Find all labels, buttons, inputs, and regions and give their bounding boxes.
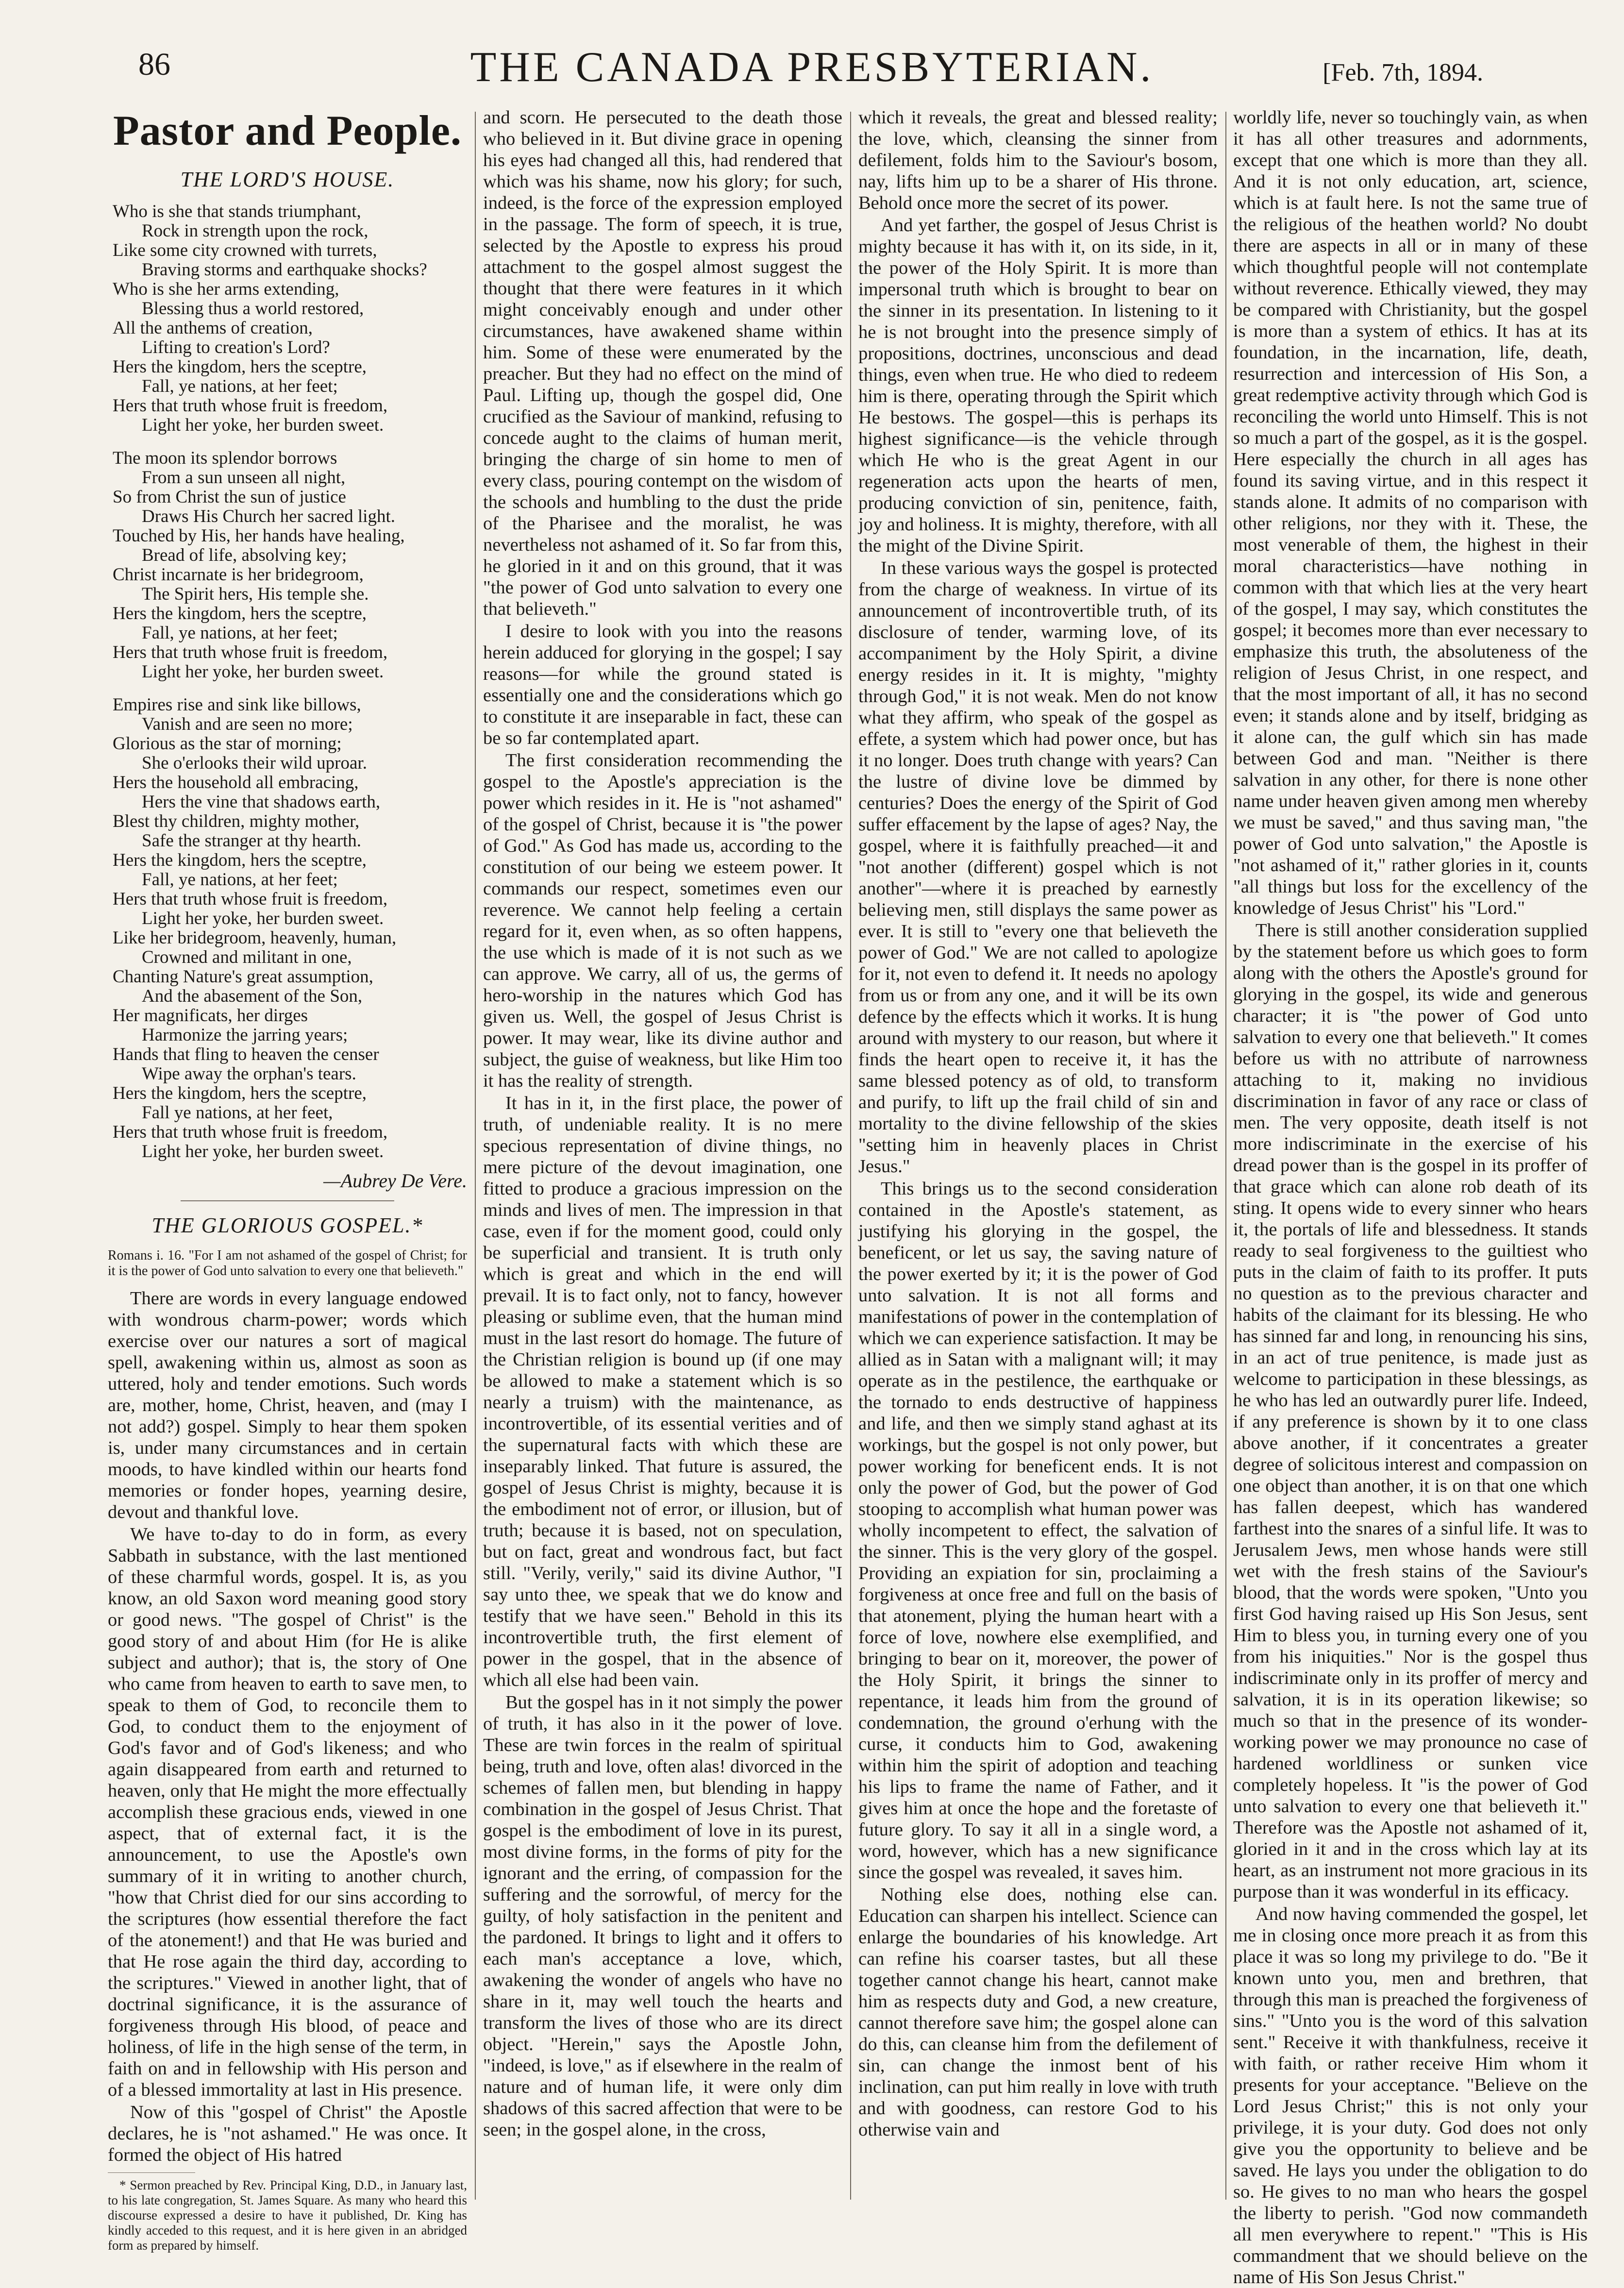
journal-title: THE CANADA PRESBYTERIAN. [470,44,1154,91]
column-divider [850,112,851,2200]
poem-line: Like her bridegroom, heavenly, human, [113,928,397,948]
poem-line: Bread of life, absolving key; [142,545,347,565]
poem-line: Hers that truth whose fruit is freedom, [113,396,388,416]
page-number: 86 [138,47,170,82]
poem-line: Blest thy children, mighty mother, [113,811,360,831]
poem-line: So from Christ the sun of justice [113,487,346,507]
poem-line: Lifting to creation's Lord? [142,337,330,357]
footnote: * Sermon preached by Rev. Principal King, D.D., in January last, to his late congregation, St. James Square. As many who heard this discourse expressed a desire to have it published, Dr. King has kindly acceded to this request, and it is here given in an abridged form as prepared by himself. [108,2178,467,2253]
poem-line: And the abasement of the Son, [142,986,363,1006]
article-paragraph: It has in it, in the first place, the power of truth, of undeniable reality. It is no mere specious representation of divine things, no mere picture of the devout imagination, one fitted to produce a gracious impression on the minds and lives of men. The impression in that case, even if for the moment good, could only be superficial and transient. It is truth only which is great and which in the end will prevail. It is to fact only, not to fancy, however pleasing or sublime even, that the human mind must in the last resort do homage. The future of the Christian religion is bound up (if one may be allowed to make a statement which is so nearly a truism) with the maintenance, as incontrovertible, of its essential verities and of the supernatural facts with which these are inseparably linked. That future is assured, the gospel of Jesus Christ is mighty, because it is the embodiment not of error, or illusion, but of truth; because it is based, not on speculation, but on fact, great and wondrous fact, but fact still. "Verily, verily," said its divine Author, "I say unto thee, we speak that we do know and testify that we have seen." Behold in this its incontrovertible truth, the first element of power in the gospel, that in the absence of which all else had been vain. [483,1093,842,1690]
article-paragraph: We have to-day to do in form, as every Sabbath in substance, with the last mentioned of these charmful words, gospel. It is, as you know, an old Saxon word meaning good story or good news. "The gospel of Christ" is the good story of and about Him (for He is alike subject and author); that is, the story of One who came from heaven to earth to save men, to speak to them of God, to reconcile them to God, to conduct them to the enjoyment of God's favor and of God's likeness; and who again disappeared from earth and returned to heaven, only that He might the more effectually accomplish these gracious ends, viewed in one aspect, that of external fact, it is the announcement, to use the Apostle's own summary of it in writing to another church, "how that Christ died for our sins according to the scriptures (how essential therefore the fact of the atonement!) and that He was buried and that He rose again the third day, according to the scriptures." Viewed in another light, that of doctrinal significance, it is the assurance of forgiveness through His blood, of peace and holiness, of life in the high sense of the term, in faith on and in fellowship with His person and of a blessed immortality at last in His presence. [108,1524,467,2100]
poem-line: Glorious as the star of morning; [113,734,342,754]
poem-line: Chanting Nature's great assumption, [113,967,373,987]
article-paragraph: worldly life, never so touchingly vain, as when it has all other treasures and adornments, except that one which is more than they all. And it is not only education, art, science, which is at fault here. Is not the same true of the religious of the heathen world? No doubt there are aspects in all or in many of these which thoughtful people will not contemplate without reverence. Ethically viewed, they may be compared with Christianity, but the gospel is more than a system of ethics. It has at its foundation, in the incarnation, life, death, resurrection and intercession of His Son, a great redemptive activity through which God is reconciling the world unto Himself. This is not so much a part of the gospel, as it is the gospel. Here especially the church in all ages has found its saving virtue, and in this respect it stands alone. It admits of no comparison with other religions, nor they with it. These, the most venerable of them, the highest in their moral characteristics—have nothing in common with that which lies at the very heart of the gospel, I may say, which constitutes the gospel; it becomes more than ever necessary to emphasize this truth, the absoluteness of the religion of Jesus Christ, in one respect, and that the most important of all, it has no second even; it stands alone and by itself, bridging as it alone can, the gulf which sin has made between God and man. "Neither is there salvation in any other, for there is none other name under heaven given among men whereby we must be saved," and thus saving man, "the power of God unto salvation," the Apostle is "not ashamed of it," rather glories in it, counts "all things but loss for the excellency of the knowledge of Jesus Christ" his "Lord." [1233,107,1588,918]
poem-title: THE LORD'S HOUSE. [180,168,395,191]
poem-line: Wipe away the orphan's tears. [142,1064,356,1084]
issue-date: [Feb. 7th, 1894. [1323,59,1483,86]
poem-line: Hers the kingdom, hers the sceptre, [113,357,367,377]
poem-line: The moon its splendor borrows [113,448,337,468]
article-paragraph: This brings us to the second consideration contained in the Apostle's statement, as justifying his glorying in the gospel, the beneficent, or let us say, the saving nature of the power exerted by it; it is the power of God unto salvation. It is not all forms and manifestations of power in the contemplation of which we can experience satisfaction. It may be allied as in Satan with a malignant will; it may operate as in the pestilence, the earthquake or the tornado to ends destructive of happiness and life, and then we simply stand aghast at its workings, but the gospel is not only power, but power working for beneficent ends. It is not only the power of God, but the power of God stooping to accomplish what human power was wholly incompetent to effect, the salvation of the sinner. This is the very glory of the gospel. Providing an expiation for sin, proclaiming a forgiveness at once free and full on the basis of that atonement, plying the human heart with a force of love, nowhere else exemplified, and bringing to bear on it, moreover, the power of the Holy Spirit, it brings the sinner to repentance, it leads him from the ground of condemnation, the ground o'erhung with the curse, it conducts him to God, awakening within him the spirit of adoption and teaching his lips to frame the name of Father, and it gives him at once the hope and the foretaste of future glory. To say it all in a single word, a word, however, which has a new significance since the gospel was revealed, it saves him. [858,1178,1218,1883]
poem-line: Draws His Church her sacred light. [142,506,395,526]
poem-line: Hers that truth whose fruit is freedom, [113,889,388,909]
poem-line: Blessing thus a world restored, [142,299,364,319]
article-title: THE GLORIOUS GOSPEL.* [151,1213,423,1237]
poem-line: Who is she her arms extending, [113,279,339,299]
poem-line: Hers the kingdom, hers the sceptre, [113,850,367,870]
poem-line: Hers that truth whose fruit is freedom, [113,1122,388,1142]
poem-line: Fall, ye nations, at her feet; [142,870,338,890]
column-2 [483,107,842,2195]
poem-stanza [113,695,467,1161]
poem-line: Like some city crowned with turrets, [113,240,377,260]
poem-author: —Aubrey De Vere. [323,1170,467,1192]
article-paragraph: I desire to look with you into the reasons herein adduced for glorying in the gospel; I say reasons—for while the ground stated is essentially one and the considerations which go to constitute it are inseparable in fact, these can be so far contemplated apart. [483,621,842,748]
poem-line: Touched by His, her hands have healing, [113,526,405,546]
poem [113,202,467,1161]
article-paragraph: and scorn. He persecuted to the death those who believed in it. But divine grace in opening his eyes had changed all this, had rendered that which was his shame, now his glory; for such, indeed, is the force of the expression employed in the passage. The form of speech, it is true, selected by the Apostle to express his proud attachment to the gospel almost suggest the thought that there were features in it which might conceivably enough and under other circumstances, have awakened shame within him. Some of these were enumerated by the preacher. But they had no effect on the mind of Paul. Lifting up, though the gospel did, One crucified as the Saviour of mankind, refusing to concede aught to the claims of human merit, bringing the charge of sin home to men of every class, pouring contempt on the wisdom of the schools and humbling to the dust the pride of the Pharisee and the moralist, he was nevertheless not ashamed of it. So far from this, he gloried in it and on this ground, that it was "the power of God unto salvation to every one that believeth." [483,107,842,619]
poem-line: Crowned and militant in one, [142,947,352,967]
article-paragraph: The first consideration recommending the gospel to the Apostle's appreciation is the power which resides in it. He is "not ashamed" of the gospel of Christ, because it is "the power of God." As God has made us, according to the constitution of our being we esteem power. It commands our respect, sometimes even our reverence. We cannot help feeling a certain regard for it, even when, as so often happens, the use which is made of it is not such as we can approve. We carry, all of us, the germs of hero-worship in the natures which God has given us. Well, the gospel of Jesus Christ is power. It may wear, like its divine author and subject, the guise of weakness, but like Him too it has the reality of strength. [483,750,842,1091]
poem-line: Christ incarnate is her bridegroom, [113,565,364,585]
poem-line: Hers the household all embracing, [113,773,359,792]
poem-line: Vanish and are seen no more; [142,714,353,734]
poem-line: From a sun unseen all night, [142,468,346,488]
poem-line: Fall, ye nations, at her feet; [142,376,338,396]
column-divider [475,112,476,2200]
poem-line: Light her yoke, her burden sweet. [142,908,384,928]
poem-line: The Spirit hers, His temple she. [142,584,369,604]
column-4 [1233,107,1588,2288]
article-paragraph: In these various ways the gospel is protected from the charge of weakness. In virtue of its announcement of incontrovertible truth, of its disclosure of tender, warming love, of its accompaniment by the Holy Spirit, a divine energy resides in it. It is mighty, "mighty through God," it is not weak. Men do not know what they affirm, who speak of the gospel as effete, a system which had power once, but has it no longer. Does truth change with years? Can the lustre of divine love be dimmed by centuries? Does the energy of the Spirit of God suffer effacement by the lapse of ages? Nay, the gospel, where it is faithfully preached—it and "not another (different) gospel which is not another"—where it is preached by earnestly believing men, still displays the same power as ever. It is still to "every one that believeth the power of God." We are not called to apologize for it, not even to defend it. It needs no apology from us or from any one, and it will be its own defence by the effects which it works. It is hung around with mystery to our reason, but where it finds the heart open to receive it, it has the same blessed potency as of old, to transform and purify, to lift up the frail child of sin and mortality to the divine fellowship of the skies "setting him in heavenly places in Christ Jesus." [858,558,1218,1177]
poem-stanza [113,449,467,682]
page-header [0,0,1624,112]
footnote-rule [108,2172,195,2173]
section-title: Pastor and People. [113,107,462,154]
poem-line: Light her yoke, her burden sweet. [142,662,384,682]
article-paragraph: But the gospel has in it not simply the power of truth, it has also in it the power of love. These are twin forces in the realm of spiritual being, truth and love, often alas! divorced in the schemes of fallen men, but blending in happy combination in the gospel of Jesus Christ. That gospel is the embodiment of love in its purest, most divine forms, in the forms of pity for the ignorant and the erring, of compassion for the suffering and the sorrowful, of mercy for the guilty, of holy satisfaction in the penitent and the pardoned. It brings to light and it offers to each man's acceptance a love, which, awakening the wonder of angels who have no share in it, may well touch the hearts and transform the lives of those who are its direct object. "Herein," says the Apostle John, "indeed, is love," as if elsewhere in the realm of nature and of human life, it were only dim shadows of this sacred affection that were to be seen; in the gospel alone, in the cross, [483,1692,842,2140]
article-epigraph: Romans i. 16. "For I am not ashamed of the gospel of Christ; for it is the power of God unto salvation to every one that believeth." [108,1248,467,1279]
poem-line: Fall, ye nations, at her feet; [142,623,338,643]
poem-line: Safe the stranger at thy hearth. [142,831,362,851]
article-paragraph: Now of this "gospel of Christ" the Apostle declares, he is "not ashamed." He was once. It formed the object of His hatred [108,2102,467,2165]
column-1 [108,107,467,2253]
poem-line: Hers the kingdom, hers the sceptre, [113,1083,367,1103]
poem-line: All the anthems of creation, [113,318,313,338]
poem-line: Light her yoke, her burden sweet. [142,1142,384,1161]
poem-line: She o'erlooks their wild uproar. [142,753,367,773]
poem-line: Harmonize the jarring years; [142,1025,348,1045]
column-divider [1225,112,1226,2200]
section-rule [181,1200,394,1201]
poem-line: Braving storms and earthquake shocks? [142,260,427,280]
article-paragraph: There are words in every language endowed with wondrous charm-power; words which exercise over our natures a sort of magical spell, awakening within us, almost as soon as uttered, holy and tender emotions. Such words are, mother, home, Christ, heaven, and (may I not add?) gospel. Simply to hear them spoken is, under many circumstances and in certain moods, to have kindled within our hearts fond memories or fonder hopes, yearning desire, devout and thankful love. [108,1288,467,1522]
poem-line: Who is she that stands triumphant, [113,202,361,221]
article-paragraph: Nothing else does, nothing else can. Education can sharpen his intellect. Science can enlarge the boundaries of his knowledge. Art can refine his coarser tastes, but all these together cannot change his heart, cannot make him as respects duty and God, a new creature, cannot therefore save him; the gospel alone can do this, can cleanse him from the defilement of sin, can change the inmost bent of his inclination, can put him really in love with truth and with goodness, can restore God to his otherwise vain and [858,1884,1218,2140]
article-paragraph: And now having commended the gospel, let me in closing once more preach it as from this place it was so long my privilege to do. "Be it known unto you, men and brethren, that through this man is preached the forgiveness of sins." "Unto you is the word of this salvation sent." Receive it with thankfulness, receive it with faith, or rather receive Him whom it presents for your acceptance. "Believe on the Lord Jesus Christ;" this is not only your privilege, it is your duty. God does not only give you the opportunity to believe and be saved. He lays you under the obligation to do so. He gives to no man who hears the gospel the liberty to perish. "God now commandeth all men everywhere to repent." "This is His commandment that we should believe on the name of His Son Jesus Christ." [1233,1904,1588,2288]
article-paragraph: And yet farther, the gospel of Jesus Christ is mighty because it has with it, on its side, in it, the power of the Holy Spirit. It is more than impersonal truth which is brought to bear on the sinner in its presentation. In listening to it he is not brought into the presence simply of propositions, doctrines, unconscious and dead things, even when true. He who died to redeem him is there, operating through the Spirit which He bestows. The gospel—this is perhaps its highest significance—is the vehicle through which He who is the great Agent in our regeneration acts upon the hearts of men, producing conviction of sin, penitence, faith, joy and holiness. It is mighty, therefore, with all the might of the Divine Spirit. [858,215,1218,556]
poem-line: Fall ye nations, at her feet, [142,1103,333,1123]
article-paragraph: which it reveals, the great and blessed reality; the love, which, cleansing the sinner from defilement, folds him to the Saviour's bosom, nay, lifts him up to be a sharer of His throne. Behold once more the secret of its power. [858,107,1218,213]
poem-line: Hands that fling to heaven the censer [113,1044,379,1064]
article-paragraph: There is still another consideration supplied by the statement before us which goes to form along with the others the Apostle's ground for glorying in the gospel, its wide and generous character; it is "the power of God unto salvation to every one that believeth." It comes before us with no attribute of narrowness attaching to it, making no invidious discrimination in favor of any race or class of men. The very opposite, death itself is not more indiscriminate in the exercise of his dread power than is the gospel in its proffer of that grace which can alone rob death of its sting. It opens wide to every sinner who hears it, the portals of life and blessedness. It stands ready to seal forgiveness to the guiltiest who puts in the claim of faith to its proffer. It puts no question as to the previous character and habits of the claimant for its blessing. He who has sinned far and long, in renouncing his sins, in an act of true penitence, is made just as welcome to participation in these blessings, as he who has led an outwardly purer life. Indeed, if any preference is shown by it to one class above another, if it concentrates a greater degree of solicitous interest and compassion on one object than another, it is on that one which has fallen deepest, which has wandered farthest into the snares of a sinful life. It was to Jerusalem Jews, men whose hands were still wet with the fresh stains of the Saviour's blood, that the words were spoken, "Unto you first God having raised up His Son Jesus, sent Him to bless you, in turning every one of you from his iniquities." Nor is the gospel thus indiscriminate only in its proffer of mercy and salvation, it is in its operation likewise; so much so that in the presence of its wonder-working power we may pronounce no case of hardened worldliness or sunken vice completely hopeless. It "is the power of God unto salvation to every one that believeth it." Therefore was the Apostle not ashamed of it, gloried in it and in the cross which lay at its heart, as an instrument not more gracious in its purpose than it was wonderful in its efficacy. [1233,920,1588,1902]
poem-line: Light her yoke, her burden sweet. [142,415,384,435]
poem-stanza [113,202,467,435]
poem-line: Empires rise and sink like billows, [113,695,361,715]
poem-line: Rock in strength upon the rock, [142,221,368,241]
poem-line: Hers that truth whose fruit is freedom, [113,642,388,662]
poem-line: Hers the kingdom, hers the sceptre, [113,604,367,623]
column-3 [858,107,1218,2195]
poem-line: Her magnificats, her dirges [113,1006,308,1026]
poem-line: Hers the vine that shadows earth, [142,792,381,812]
